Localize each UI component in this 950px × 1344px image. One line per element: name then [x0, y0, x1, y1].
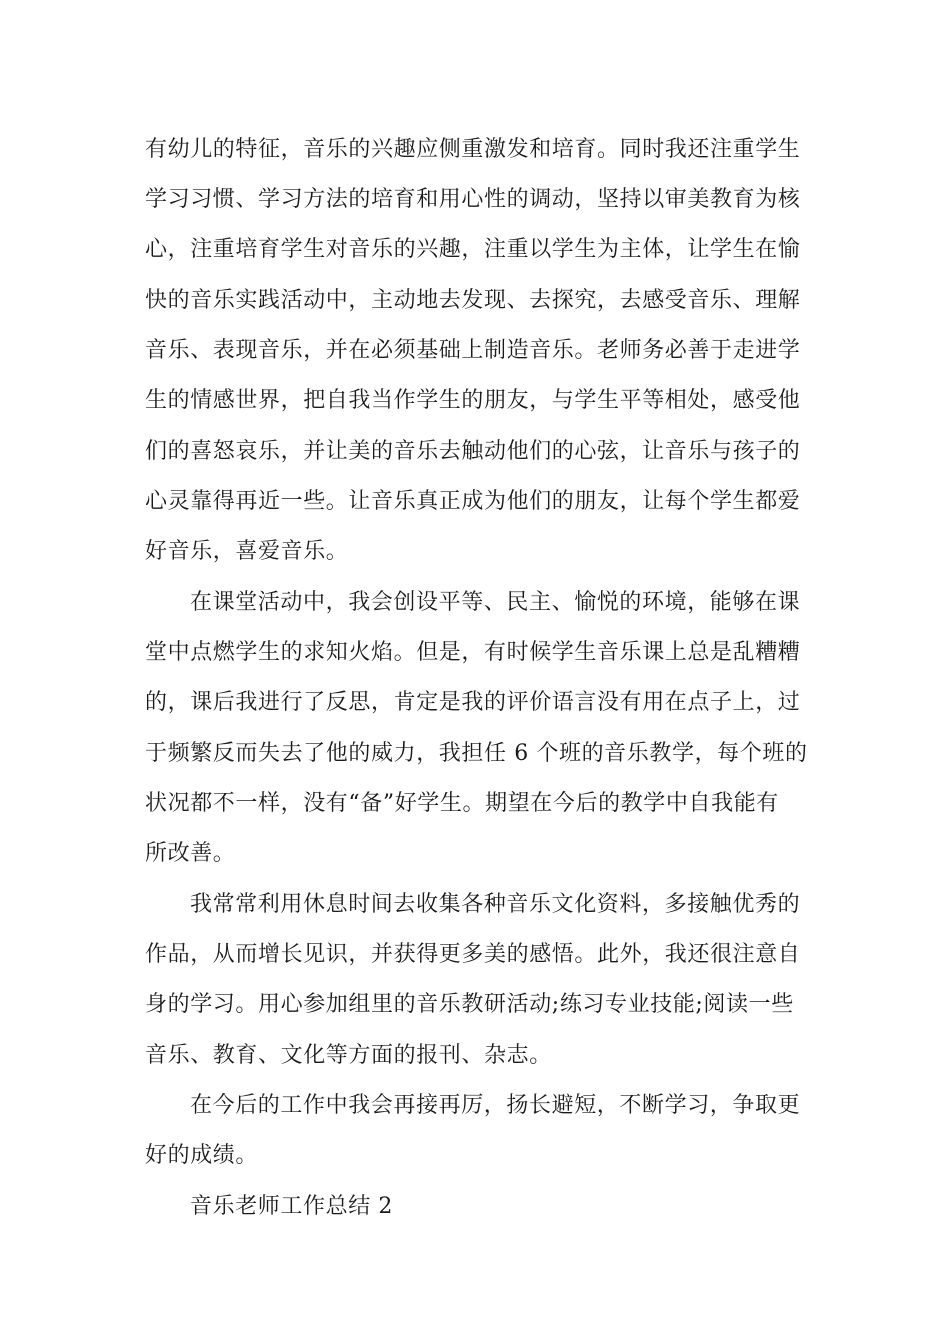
paragraph-start-line: 在今后的工作中我会再接再厉，扬长避短，不断学习，争取更 — [190, 1093, 801, 1118]
text-line: 的，课后我进行了反思，肯定是我的评价语言没有用在点子上，过 — [145, 690, 801, 715]
text-line: 好的成绩。 — [145, 1143, 259, 1168]
text-line: 于频繁反而失去了他的威力，我担任 6 个班的音乐教学，每个班的 — [145, 741, 808, 766]
text-line: 生的情感世界，把自我当作学生的朋友，与学生平等相处，感受他 — [145, 388, 801, 413]
paragraph-start-line: 在课堂活动中，我会创设平等、民主、愉悦的环境，能够在课 — [190, 590, 801, 615]
text-line: 所改善。 — [145, 841, 236, 866]
text-line: 学习习惯、学习方法的培育和用心性的调动，坚持以审美教育为核 — [145, 187, 801, 212]
text-line: 音乐、教育、文化等方面的报刊、杂志。 — [145, 1043, 552, 1068]
text-line: 快的音乐实践活动中，主动地去发现、去探究，去感受音乐、理解 — [145, 288, 801, 313]
text-line: 有幼儿的特征，音乐的兴趣应侧重激发和培育。同时我还注重学生 — [145, 137, 801, 162]
text-line: 状况都不一样，没有“备”好学生。期望在今后的教学中自我能有 — [145, 791, 779, 816]
text-line: 好音乐，喜爱音乐。 — [145, 539, 349, 564]
text-line: 音乐、表现音乐，并在必须基础上制造音乐。老师务必善于走进学 — [145, 338, 801, 363]
text-line: 身的学习。用心参加组里的音乐教研活动;练习专业技能;阅读一些 — [145, 992, 794, 1017]
text-line: 心灵靠得再近一些。让音乐真正成为他们的朋友，让每个学生都爱 — [145, 489, 801, 514]
paragraph-start-line: 我常常利用休息时间去收集各种音乐文化资料，多接触优秀的 — [190, 892, 801, 917]
text-line: 堂中点燃学生的求知火焰。但是，有时候学生音乐课上总是乱糟糟 — [145, 640, 801, 665]
section-heading: 音乐老师工作总结 2 — [190, 1194, 393, 1219]
text-line: 心，注重培育学生对音乐的兴趣，注重以学生为主体，让学生在愉 — [145, 237, 801, 262]
text-line: 们的喜怒哀乐，并让美的音乐去触动他们的心弦，让音乐与孩子的 — [145, 439, 801, 464]
text-line: 作品，从而增长见识，并获得更多美的感悟。此外，我还很注意自 — [145, 942, 801, 967]
